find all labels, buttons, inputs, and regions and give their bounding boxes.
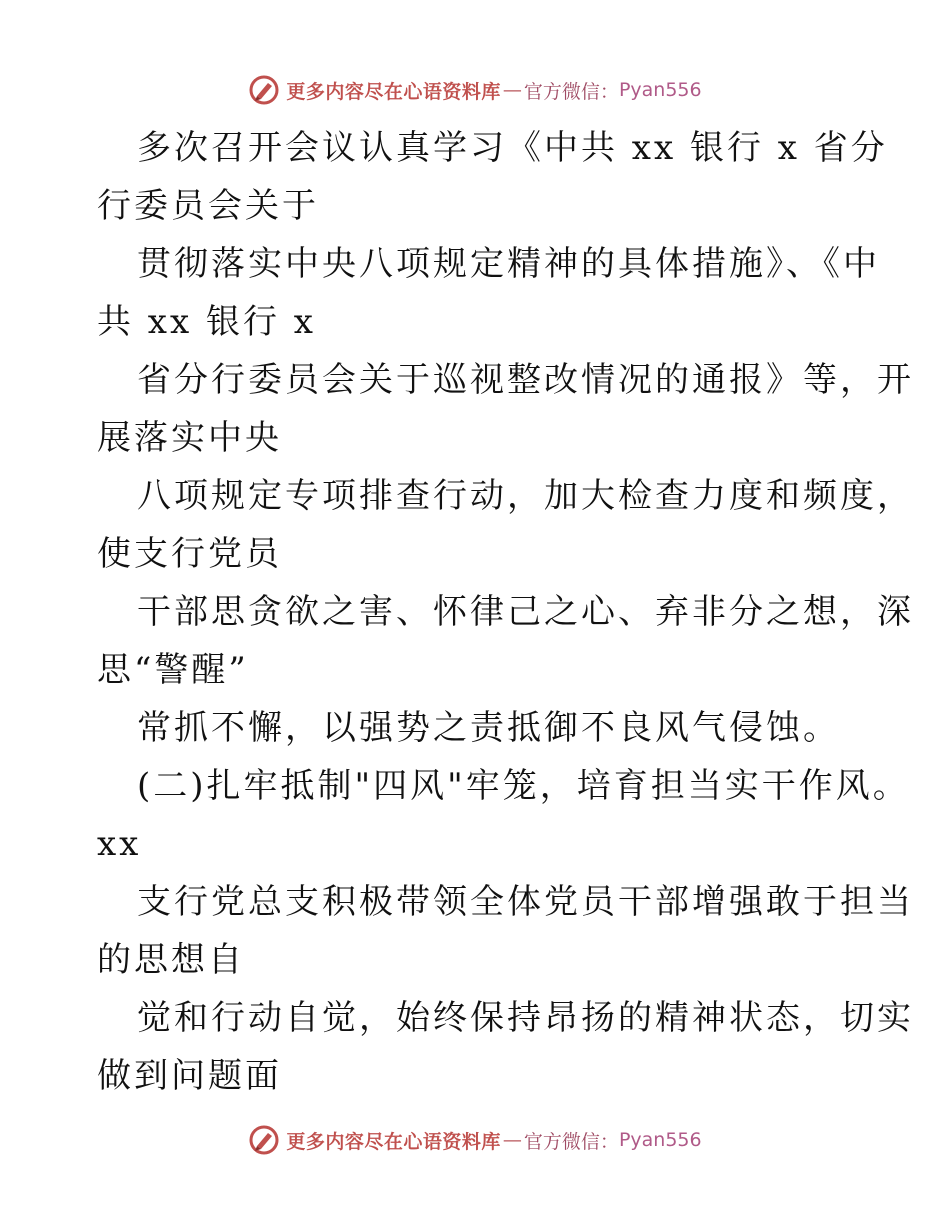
- text-line: 支行党总支积极带领全体党员干部增强敢于担当: [137, 882, 914, 922]
- watermark-separator: —: [502, 79, 522, 101]
- text-line: 展落实中央: [97, 418, 282, 458]
- text-line: 使支行党员: [97, 534, 282, 574]
- watermark-separator: —: [502, 1129, 522, 1151]
- text-line: 行委员会关于: [97, 186, 319, 226]
- text-line: 的思想自: [97, 940, 245, 980]
- watermark-wechat-label: 官方微信：: [523, 1130, 619, 1153]
- watermark-site-text: 更多内容尽在心语资料库: [286, 80, 501, 103]
- text-line: 共 xx 银行 x: [97, 302, 316, 342]
- watermark-wechat-id: Pyan556: [618, 79, 702, 101]
- footer-watermark: [0, 1120, 950, 1160]
- watermark-wechat-label: 官方微信：: [523, 80, 619, 103]
- pen-logo-icon: [248, 1124, 280, 1156]
- text-line: 贯彻落实中央八项规定精神的具体措施》、《中: [137, 244, 880, 284]
- text-line: 做到问题面: [97, 1056, 282, 1096]
- text-line: 觉和行动自觉，始终保持昂扬的精神状态，切实: [137, 998, 914, 1038]
- text-line: xx: [97, 824, 142, 864]
- text-line: 常抓不懈，以强势之责抵御不良风气侵蚀。: [137, 708, 840, 748]
- text-line: 八项规定专项排查行动，加大检查力度和频度，: [137, 476, 914, 516]
- text-line: 思“警醒”: [97, 650, 249, 690]
- watermark-wechat-id: Pyan556: [618, 1129, 702, 1151]
- text-line: 干部思贪欲之害、怀律己之心、弃非分之想，深: [137, 592, 914, 632]
- section-heading: (二)扎牢抵制"四风"牢笼，培育担当实干作风。: [137, 766, 910, 806]
- watermark-site-text: 更多内容尽在心语资料库: [286, 1130, 501, 1153]
- text-line: 省分行委员会关于巡视整改情况的通报》等，开: [137, 360, 914, 400]
- text-line: 多次召开会议认真学习《中共 xx 银行 x 省分: [137, 128, 888, 168]
